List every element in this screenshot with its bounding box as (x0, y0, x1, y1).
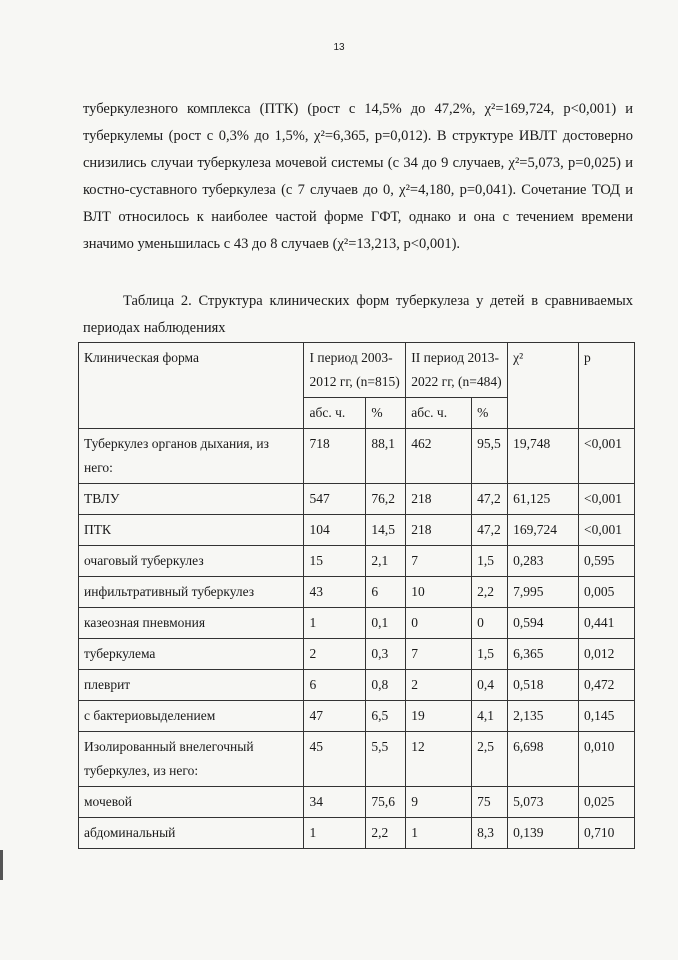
cell-abs-period-2: 218 (406, 484, 472, 515)
header-pct-1: % (366, 398, 406, 429)
cell-form: туберкулема (79, 639, 304, 670)
cell-pct-period-2: 0 (472, 608, 508, 639)
cell-abs-period-1: 15 (304, 546, 366, 577)
cell-chi-square: 0,594 (508, 608, 579, 639)
cell-abs-period-2: 2 (406, 670, 472, 701)
cell-pct-period-1: 14,5 (366, 515, 406, 546)
cell-abs-period-2: 7 (406, 546, 472, 577)
cell-pct-period-2: 95,5 (472, 429, 508, 484)
cell-abs-period-1: 45 (304, 732, 366, 787)
cell-chi-square: 169,724 (508, 515, 579, 546)
cell-pct-period-1: 0,1 (366, 608, 406, 639)
table-row (79, 429, 635, 484)
cell-abs-period-1: 718 (304, 429, 366, 484)
cell-abs-period-2: 19 (406, 701, 472, 732)
cell-form: мочевой (79, 787, 304, 818)
cell-pct-period-1: 2,1 (366, 546, 406, 577)
cell-pct-period-1: 0,8 (366, 670, 406, 701)
header-period-2: II период 2013-2022 гг, (n=484) (406, 343, 508, 398)
cell-p-value: <0,001 (579, 429, 635, 484)
cell-abs-period-1: 104 (304, 515, 366, 546)
table-row (79, 577, 635, 608)
cell-pct-period-2: 2,5 (472, 732, 508, 787)
header-pct-2: % (472, 398, 508, 429)
cell-chi-square: 0,283 (508, 546, 579, 577)
cell-p-value: 0,010 (579, 732, 635, 787)
table-header-row (79, 343, 635, 398)
cell-p-value: 0,145 (579, 701, 635, 732)
cell-pct-period-2: 47,2 (472, 484, 508, 515)
cell-p-value: 0,441 (579, 608, 635, 639)
cell-abs-period-2: 10 (406, 577, 472, 608)
cell-p-value: 0,005 (579, 577, 635, 608)
cell-pct-period-1: 6 (366, 577, 406, 608)
cell-form: инфильтративный туберкулез (79, 577, 304, 608)
cell-chi-square: 61,125 (508, 484, 579, 515)
cell-chi-square: 0,518 (508, 670, 579, 701)
cell-chi-square: 5,073 (508, 787, 579, 818)
cell-chi-square: 0,139 (508, 818, 579, 849)
cell-p-value: <0,001 (579, 484, 635, 515)
table-row (79, 670, 635, 701)
cell-p-value: 0,012 (579, 639, 635, 670)
cell-form: ПТК (79, 515, 304, 546)
table-row (79, 732, 635, 787)
cell-abs-period-2: 9 (406, 787, 472, 818)
cell-chi-square: 6,365 (508, 639, 579, 670)
table-row (79, 787, 635, 818)
header-chi-square: χ² (508, 343, 579, 429)
cell-pct-period-1: 0,3 (366, 639, 406, 670)
header-abs-2: абс. ч. (406, 398, 472, 429)
cell-pct-period-1: 88,1 (366, 429, 406, 484)
table-row (79, 546, 635, 577)
cell-form: Изолированный внелегочный туберкулез, из него: (79, 732, 304, 787)
cell-abs-period-2: 7 (406, 639, 472, 670)
cell-pct-period-2: 1,5 (472, 546, 508, 577)
table-row (79, 818, 635, 849)
cell-pct-period-1: 2,2 (366, 818, 406, 849)
table-row (79, 701, 635, 732)
cell-form: плеврит (79, 670, 304, 701)
cell-abs-period-2: 462 (406, 429, 472, 484)
table-row (79, 639, 635, 670)
cell-p-value: 0,595 (579, 546, 635, 577)
cell-abs-period-1: 547 (304, 484, 366, 515)
cell-chi-square: 6,698 (508, 732, 579, 787)
table-row (79, 515, 635, 546)
cell-chi-square: 2,135 (508, 701, 579, 732)
cell-pct-period-1: 76,2 (366, 484, 406, 515)
cell-pct-period-1: 75,6 (366, 787, 406, 818)
cell-p-value: 0,710 (579, 818, 635, 849)
cell-chi-square: 7,995 (508, 577, 579, 608)
table-body (79, 429, 635, 849)
clinical-forms-table (78, 342, 635, 849)
cell-form: Туберкулез органов дыхания, из него: (79, 429, 304, 484)
cell-abs-period-1: 2 (304, 639, 366, 670)
cell-abs-period-2: 218 (406, 515, 472, 546)
cell-p-value: <0,001 (579, 515, 635, 546)
cell-pct-period-2: 2,2 (472, 577, 508, 608)
cell-pct-period-1: 5,5 (366, 732, 406, 787)
cell-p-value: 0,472 (579, 670, 635, 701)
cell-abs-period-1: 43 (304, 577, 366, 608)
cell-abs-period-1: 1 (304, 818, 366, 849)
cell-abs-period-1: 47 (304, 701, 366, 732)
cell-pct-period-2: 8,3 (472, 818, 508, 849)
table-row (79, 484, 635, 515)
cell-pct-period-2: 0,4 (472, 670, 508, 701)
cell-form: казеозная пневмония (79, 608, 304, 639)
cell-form: абдоминальный (79, 818, 304, 849)
header-period-1: I период 2003-2012 гг, (n=815) (304, 343, 406, 398)
header-p-value: р (579, 343, 635, 429)
cell-abs-period-1: 34 (304, 787, 366, 818)
cell-pct-period-2: 75 (472, 787, 508, 818)
table-row (79, 608, 635, 639)
cell-form: с бактериовыделением (79, 701, 304, 732)
header-clinical-form: Клиническая форма (79, 343, 304, 429)
cell-abs-period-2: 0 (406, 608, 472, 639)
cell-pct-period-2: 47,2 (472, 515, 508, 546)
cell-chi-square: 19,748 (508, 429, 579, 484)
table-caption: Таблица 2. Структура клинических форм туберкулеза у детей в сравниваемых периодах наблюдениях (83, 293, 633, 336)
header-abs-1: абс. ч. (304, 398, 366, 429)
cell-pct-period-2: 4,1 (472, 701, 508, 732)
cell-pct-period-2: 1,5 (472, 639, 508, 670)
cell-abs-period-2: 1 (406, 818, 472, 849)
cell-abs-period-2: 12 (406, 732, 472, 787)
body-paragraph: туберкулезного комплекса (ПТК) (рост с 14,5% до 47,2%, χ²=169,724, р<0,001) и туберкулемы (рост с 0,3% до 1,5%, χ²=6,365, р=0,012). В структуре ИВЛТ достоверно снизились случаи туберкулеза мочевой системы (с 34 до 9 случаев, χ²=5,073, р=0,025) и костно-суставного туберкулеза (с 7 случаев до 0, χ²=4,180, р=0,041). Сочетание ТОД и ВЛТ относилось к наиболее частой форме ГФТ, однако и она с течением времени значимо уменьшилась с 43 до 8 случаев (χ²=13,213, р<0,001). (83, 101, 633, 252)
scan-edge-mark (0, 850, 3, 880)
cell-pct-period-1: 6,5 (366, 701, 406, 732)
cell-abs-period-1: 6 (304, 670, 366, 701)
page-number: 13 (333, 42, 345, 53)
cell-form: очаговый туберкулез (79, 546, 304, 577)
cell-abs-period-1: 1 (304, 608, 366, 639)
cell-p-value: 0,025 (579, 787, 635, 818)
cell-form: ТВЛУ (79, 484, 304, 515)
